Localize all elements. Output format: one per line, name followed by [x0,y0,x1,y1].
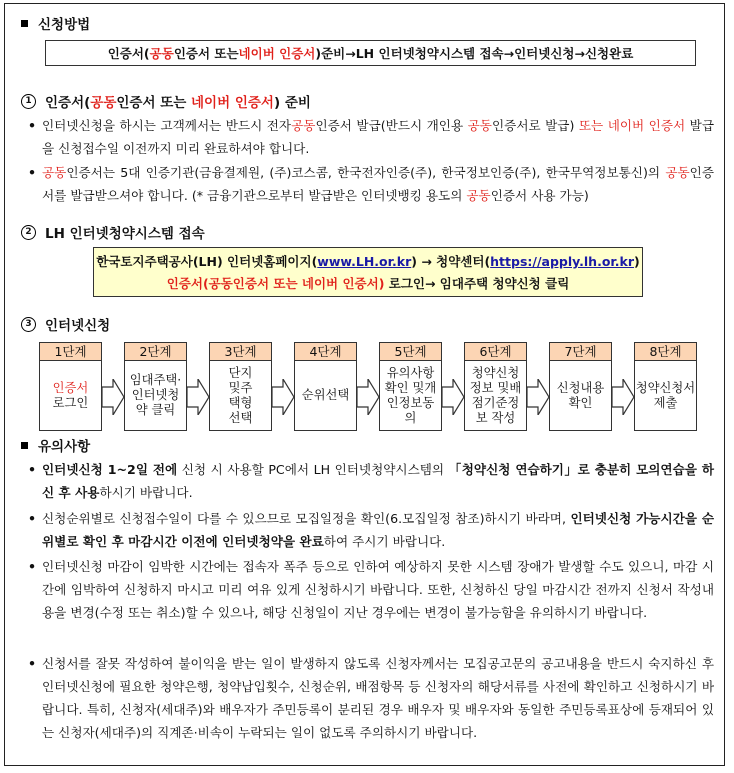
step-flow [39,342,719,434]
section-application-method [21,13,90,33]
step-2 [124,342,187,432]
flow-arrow: → [503,45,515,61]
step-header: 3단계 [209,342,272,361]
step-header: 7단계 [549,342,612,361]
arrow-right-icon [357,379,379,415]
bullet-text: 인터넷신청을 하시는 고객께서는 반드시 전자공동인증서 발급(반드시 개인용 공동인증서로 발급) 또는 네이버 인증서 발급을 신청접수일 이전까지 미리 완료하셔야 합니다. [42,118,714,156]
step-7 [549,342,612,432]
sub-title-red: 공동 [90,95,117,111]
bullet-text: 공동인증서는 5대 인증기관(금융결제원, (주)코스콤, 한국전자인증(주), 한국정보인증(주), 한국무역정보통신)의 공동인증서를 발급받으셔야 합니다. (* 금융기관으로부터 발급받은 인터넷뱅킹 용도의 공동인증서 사용 가능) [42,165,714,203]
step-header: 8단계 [634,342,697,361]
flow-arrow: → [345,45,356,61]
bullet-text: 신청서를 잘못 작성하여 불이익을 받는 일이 발생하지 않도록 신청자께서는 모집공고문의 공고내용을 반드시 숙지하신 후 인터넷신청에 필요한 청약은행, 청약납입횟수, 신청순위, 배점항목 등 신청자의 해당서류를 사전에 확인하고 신청하시기 바랍니다. 특히, 신청자(세대주)와 배우자가 주민등록이 분리된 경우 배우자 및 배우자와 동일한 주민등록표상에 등재되어 있는 신청자(세대주)의 직계존·비속이 누락되는 일이 없도록 주의하시기 바랍니다. [42,656,714,740]
apply-center-link[interactable]: https://apply.lh.or.kr [490,254,635,269]
bullet-dot-icon: • [28,462,37,477]
step-body: 인증서 로그인 [39,361,102,431]
step-body: 유의사항확인 및개인정보동의 [379,361,442,431]
bullet-text: 인터넷신청 1~2일 전에 신청 시 사용할 PC에서 LH 인터넷청약시스템의 「청약신청 연습하기」로 충분히 모의연습을 하신 후 사용하시기 바랍니다. [42,462,715,500]
step-body: 청약신청정보 및배점기준정보 작성 [464,361,527,431]
subsection-certificate [21,91,311,111]
bullet-dot-icon: • [28,559,37,574]
bullet-text: 인터넷신청 마감이 임박한 시간에는 접속자 폭주 등으로 인하여 예상하지 못한 시스템 장애가 발생할 수도 있으니, 마감 시간에 임박하여 신청하지 마시고 미리 여유 있게 신청하시기 바랍니다. 또한, 신청하신 당일 마감시간 전까지 신청서 작성내용을 변경(수정 또는 취소)할 수 있으나, 해당 신청일이 지난 경우에는 변경이 불가능함을 유의하시기 바랍니다. [42,559,714,620]
access-line-1: 한국토지주택공사(LH) 인터넷홈페이지(www.LH.or.kr) → 청약센터(https://apply.lh.or.kr) [96,254,640,269]
document-frame [4,3,725,766]
flow-text-red: 공동 [149,46,174,61]
sub-title-red: 네이버 인증서 [191,95,274,111]
sub-title-text: 인증서( [45,95,91,111]
step-5 [379,342,442,432]
arrow-right-icon [442,379,464,415]
step-6 [464,342,527,432]
step-4 [294,342,357,432]
section-title: 신청방법 [38,17,91,33]
step-body: 임대주택·인터넷청약 클릭 [124,361,187,431]
step-header: 1단계 [39,342,102,361]
arrow-right-icon [187,379,209,415]
flow-text-red: 네이버 인증서 [238,46,316,61]
step-8 [634,342,697,432]
bullet-dot-icon: • [28,165,37,180]
bullet-dot-icon: • [28,656,37,671]
sub-title-text: LH 인터넷청약시스템 접속 [45,226,205,242]
square-bullet-icon [21,20,28,27]
circled-number-icon: 1 [21,94,36,109]
access-line-2: 인증서(공동인증서 또는 네이버 인증서) 로그인→ 임대주택 청약신청 클릭 [166,276,570,291]
flow-text: )준비 [315,46,346,61]
sub-title-text: 인터넷신청 [45,318,111,334]
step-header: 4단계 [294,342,357,361]
section-title: 유의사항 [38,439,91,455]
sub-title-text: 인증서 또는 [116,95,187,111]
flow-text: 인터넷신청 [514,46,575,61]
step-body: 순위선택 [294,361,357,431]
access-info-box [93,247,643,297]
arrow-right-icon [612,379,634,415]
circled-number-icon: 3 [21,317,36,332]
list-item [28,114,714,160]
arrow-right-icon [102,379,124,415]
bullet-dot-icon: • [28,511,37,526]
list-item [28,507,714,553]
circled-number-icon: 2 [21,225,36,240]
step-header: 5단계 [379,342,442,361]
flow-text: LH 인터넷청약시스템 접속 [355,46,504,61]
lh-homepage-link[interactable]: www.LH.or.kr [317,254,412,269]
bullet-dot-icon: • [28,118,37,133]
step-3 [209,342,272,432]
step-header: 6단계 [464,342,527,361]
process-flow-box [45,40,696,66]
list-item [28,161,714,207]
flow-text: 인증서( [107,46,150,61]
bullet-text: 신청순위별로 신청접수일이 다를 수 있으므로 모집일정을 확인(6.모집일정 참조)하시기 바라며, 인터넷신청 가능시간을 순위별로 확인 후 마감시간 이전에 인터넷청약을 완료하여 주시기 바랍니다. [42,511,714,549]
subsection-lh-access [21,222,205,242]
step-body: 청약신청서제출 [634,361,697,431]
flow-text: 신청완료 [584,46,634,61]
flow-arrow: → [574,45,585,61]
step-body: 단지및주택형선택 [209,361,272,431]
section-precautions [21,435,90,455]
step-header: 2단계 [124,342,187,361]
flow-text: 인증서 또는 [173,46,239,61]
list-item [28,555,714,624]
square-bullet-icon [21,442,28,449]
subsection-internet-apply [21,314,110,334]
list-item [28,458,714,504]
list-item [28,652,714,744]
sub-title-text: ) 준비 [273,95,311,111]
step-body: 신청내용확인 [549,361,612,431]
arrow-right-icon [272,379,294,415]
step-1 [39,342,102,432]
arrow-right-icon [527,379,549,415]
